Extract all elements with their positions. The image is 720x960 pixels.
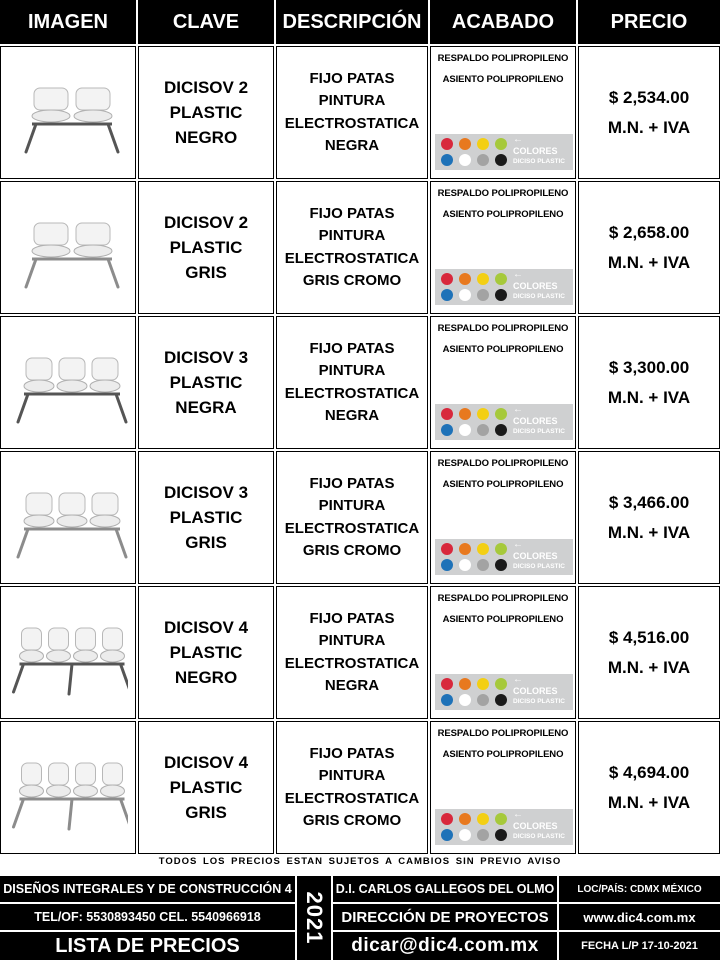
description-line: NEGRA: [324, 137, 380, 154]
price-cell: [578, 316, 720, 449]
finish-seat: ASIENTO POLIPROPILENO: [442, 344, 564, 355]
product-code-cell: [138, 46, 274, 179]
description-line: FIJO PATAS: [309, 204, 395, 222]
product-code-cell: [138, 316, 274, 449]
color-swatch: [477, 829, 489, 841]
description-line: ELECTROSTATICA: [284, 384, 420, 402]
description-line: PINTURA: [318, 497, 386, 514]
color-swatch: [459, 424, 471, 436]
finish-backrest: RESPALDO POLIPROPILENO: [437, 323, 569, 334]
description-line: GRIS CROMO: [302, 542, 402, 559]
product-description-cell: [276, 451, 428, 584]
color-swatch: [477, 813, 489, 825]
finish-backrest: RESPALDO POLIPROPILENO: [437, 188, 569, 199]
finish-cell: [430, 451, 576, 584]
price-amount: $ 2,534.00: [608, 87, 690, 107]
brand-label: DICISO PLASTIC: [513, 158, 566, 165]
color-swatch: [441, 289, 453, 301]
product-row: [0, 586, 720, 719]
price-currency: M.N. + IVA: [607, 387, 691, 407]
company-name: DISEÑOS INTEGRALES Y DE CONSTRUCCIÓN 4: [0, 876, 295, 902]
arrow-left-icon: ←: [513, 269, 523, 280]
color-swatch: [495, 154, 507, 166]
product-row: [0, 316, 720, 449]
color-swatch: [459, 829, 471, 841]
product-image-cell: [0, 316, 136, 449]
finish-seat: ASIENTO POLIPROPILENO: [442, 209, 564, 220]
department-name: DIRECCIÓN DE PROYECTOS: [333, 904, 557, 930]
brand-label: DICISO PLASTIC: [513, 293, 566, 300]
color-swatch: [441, 678, 453, 690]
color-swatch: [477, 408, 489, 420]
product-image-cell: [0, 181, 136, 314]
director-name: D.I. CARLOS GALLEGOS DEL OLMO: [333, 876, 557, 902]
color-swatch: [441, 813, 453, 825]
color-swatch: [495, 678, 507, 690]
description-line: PINTURA: [318, 92, 386, 109]
finish-seat: ASIENTO POLIPROPILENO: [442, 749, 564, 760]
price-currency: M.N. + IVA: [607, 657, 691, 677]
finish-backrest: RESPALDO POLIPROPILENO: [437, 593, 569, 604]
price-currency: M.N. + IVA: [607, 252, 691, 272]
finish-cell: [430, 316, 576, 449]
header-acabado: ACABADO: [430, 0, 576, 44]
bench-image: [8, 195, 128, 300]
brand-label: DICISO PLASTIC: [513, 698, 566, 705]
color-swatch: [495, 813, 507, 825]
description-line: FIJO PATAS: [309, 69, 395, 87]
product-image-cell: [0, 46, 136, 179]
arrow-left-icon: ←: [513, 134, 523, 145]
header-imagen: IMAGEN: [0, 0, 136, 44]
color-swatch: [495, 424, 507, 436]
finish-backrest: RESPALDO POLIPROPILENO: [437, 728, 569, 739]
product-code-line: DICISOV 3: [163, 348, 249, 367]
price-cell: [578, 451, 720, 584]
color-swatch: [459, 138, 471, 150]
description-line: PINTURA: [318, 362, 386, 379]
product-code-line: NEGRA: [175, 398, 237, 417]
contact-email[interactable]: dicar@dic4.com.mx: [333, 932, 557, 960]
color-swatch-panel: [435, 809, 573, 845]
price-amount: $ 4,516.00: [608, 627, 690, 647]
product-code-line: NEGRO: [174, 128, 238, 147]
description-line: FIJO PATAS: [309, 339, 395, 357]
product-code-line: DICISOV 4: [163, 618, 249, 637]
description-line: FIJO PATAS: [309, 609, 395, 627]
color-swatch: [477, 694, 489, 706]
product-code-line: GRIS: [185, 803, 227, 822]
price-currency: M.N. + IVA: [607, 792, 691, 812]
product-description-cell: [276, 46, 428, 179]
description-line: ELECTROSTATICA: [284, 519, 420, 537]
product-code-line: PLASTIC: [169, 643, 243, 662]
finish-seat: ASIENTO POLIPROPILENO: [442, 74, 564, 85]
brand-label: DICISO PLASTIC: [513, 428, 566, 435]
color-swatch: [495, 829, 507, 841]
color-swatch: [441, 694, 453, 706]
color-swatch-panel: [435, 539, 573, 575]
arrow-left-icon: ←: [513, 674, 523, 685]
color-swatch: [441, 138, 453, 150]
year-badge: [297, 876, 331, 960]
table-header: [0, 0, 720, 44]
product-code-line: GRIS: [185, 533, 227, 552]
product-code-cell: [138, 181, 274, 314]
color-swatch: [459, 408, 471, 420]
finish-cell: [430, 46, 576, 179]
product-code-cell: [138, 451, 274, 584]
price-cell: [578, 721, 720, 854]
color-swatch: [495, 138, 507, 150]
color-swatch-panel: [435, 134, 573, 170]
product-code-line: PLASTIC: [169, 238, 243, 257]
color-swatch: [477, 543, 489, 555]
color-swatch: [441, 154, 453, 166]
product-image-cell: [0, 721, 136, 854]
color-swatch: [441, 559, 453, 571]
finish-cell: [430, 586, 576, 719]
description-line: FIJO PATAS: [309, 744, 395, 762]
color-swatch: [495, 408, 507, 420]
description-line: PINTURA: [318, 632, 386, 649]
finish-seat: ASIENTO POLIPROPILENO: [442, 479, 564, 490]
color-swatch: [477, 424, 489, 436]
bench-image: [8, 330, 128, 435]
color-swatch: [477, 678, 489, 690]
arrow-left-icon: ←: [513, 539, 523, 550]
bench-image: [8, 465, 128, 570]
finish-cell: [430, 721, 576, 854]
colors-label: COLORES: [513, 146, 558, 156]
color-swatch: [477, 154, 489, 166]
product-description-cell: [276, 586, 428, 719]
description-line: GRIS CROMO: [302, 272, 402, 289]
bench-image: [8, 600, 128, 705]
color-swatch: [477, 138, 489, 150]
description-line: ELECTROSTATICA: [284, 654, 420, 672]
product-row: [0, 181, 720, 314]
price-cell: [578, 46, 720, 179]
colors-label: COLORES: [513, 416, 558, 426]
product-code-cell: [138, 586, 274, 719]
color-swatch: [459, 694, 471, 706]
product-row: [0, 46, 720, 179]
color-swatch-panel: [435, 404, 573, 440]
website-link[interactable]: www.dic4.com.mx: [559, 904, 720, 930]
color-swatch: [459, 289, 471, 301]
price-amount: $ 3,300.00: [608, 357, 690, 377]
product-code-line: PLASTIC: [169, 508, 243, 527]
product-code-line: DICISOV 3: [163, 483, 249, 502]
product-code-line: PLASTIC: [169, 778, 243, 797]
brand-label: DICISO PLASTIC: [513, 563, 566, 570]
price-amount: $ 3,466.00: [608, 492, 690, 512]
description-line: ELECTROSTATICA: [284, 789, 420, 807]
colors-label: COLORES: [513, 686, 558, 696]
list-date: FECHA L/P 17-10-2021: [559, 932, 720, 960]
product-description-cell: [276, 721, 428, 854]
color-swatch-panel: [435, 269, 573, 305]
product-row: [0, 721, 720, 854]
color-swatch: [459, 154, 471, 166]
color-swatch: [495, 559, 507, 571]
product-description-cell: [276, 316, 428, 449]
description-line: NEGRA: [324, 407, 380, 424]
price-amount: $ 2,658.00: [608, 222, 690, 242]
color-swatch: [477, 289, 489, 301]
color-swatch: [441, 543, 453, 555]
color-swatch: [441, 424, 453, 436]
colors-label: COLORES: [513, 821, 558, 831]
color-swatch: [495, 289, 507, 301]
color-swatch-panel: [435, 674, 573, 710]
description-line: GRIS CROMO: [302, 812, 402, 829]
colors-label: COLORES: [513, 281, 558, 291]
product-code-line: DICISOV 2: [163, 78, 249, 97]
product-description-cell: [276, 181, 428, 314]
finish-backrest: RESPALDO POLIPROPILENO: [437, 53, 569, 64]
description-line: NEGRA: [324, 677, 380, 694]
description-line: PINTURA: [318, 227, 386, 244]
product-image-cell: [0, 451, 136, 584]
finish-seat: ASIENTO POLIPROPILENO: [442, 614, 564, 625]
price-cell: [578, 181, 720, 314]
product-code-line: PLASTIC: [169, 103, 243, 122]
price-disclaimer: TODOS LOS PRECIOS ESTAN SUJETOS A CAMBIOS SIN PREVIO AVISO: [158, 856, 562, 867]
finish-backrest: RESPALDO POLIPROPILENO: [437, 458, 569, 469]
product-image-cell: [0, 586, 136, 719]
color-swatch: [459, 559, 471, 571]
list-title: LISTA DE PRECIOS: [0, 932, 295, 960]
color-swatch: [459, 273, 471, 285]
description-line: ELECTROSTATICA: [284, 249, 420, 267]
header-precio: PRECIO: [578, 0, 720, 44]
header-descripcion: DESCRIPCIÓN: [276, 0, 428, 44]
year-text: 2021: [302, 891, 327, 945]
price-cell: [578, 586, 720, 719]
price-currency: M.N. + IVA: [607, 522, 691, 542]
color-swatch: [459, 813, 471, 825]
color-swatch: [495, 273, 507, 285]
price-amount: $ 4,694.00: [608, 762, 690, 782]
product-code-cell: [138, 721, 274, 854]
finish-cell: [430, 181, 576, 314]
color-swatch: [441, 273, 453, 285]
color-swatch: [441, 408, 453, 420]
color-swatch: [477, 273, 489, 285]
arrow-left-icon: ←: [513, 809, 523, 820]
description-line: FIJO PATAS: [309, 474, 395, 492]
product-code-line: GRIS: [185, 263, 227, 282]
colors-label: COLORES: [513, 551, 558, 561]
bench-image: [8, 60, 128, 165]
color-swatch: [477, 559, 489, 571]
color-swatch: [459, 678, 471, 690]
product-code-line: DICISOV 4: [163, 753, 249, 772]
product-row: [0, 451, 720, 584]
color-swatch: [459, 543, 471, 555]
price-currency: M.N. + IVA: [607, 117, 691, 137]
color-swatch: [495, 543, 507, 555]
product-code-line: NEGRO: [174, 668, 238, 687]
product-code-line: PLASTIC: [169, 373, 243, 392]
bench-image: [8, 735, 128, 840]
company-phones: TEL/OF: 5530893450 CEL. 5540966918: [0, 904, 295, 930]
product-code-line: DICISOV 2: [163, 213, 249, 232]
description-line: PINTURA: [318, 767, 386, 784]
arrow-left-icon: ←: [513, 404, 523, 415]
color-swatch: [495, 694, 507, 706]
brand-label: DICISO PLASTIC: [513, 833, 566, 840]
location: LOC/PAÍS: CDMX MÉXICO: [559, 876, 720, 902]
description-line: ELECTROSTATICA: [284, 114, 420, 132]
header-clave: CLAVE: [138, 0, 274, 44]
color-swatch: [441, 829, 453, 841]
